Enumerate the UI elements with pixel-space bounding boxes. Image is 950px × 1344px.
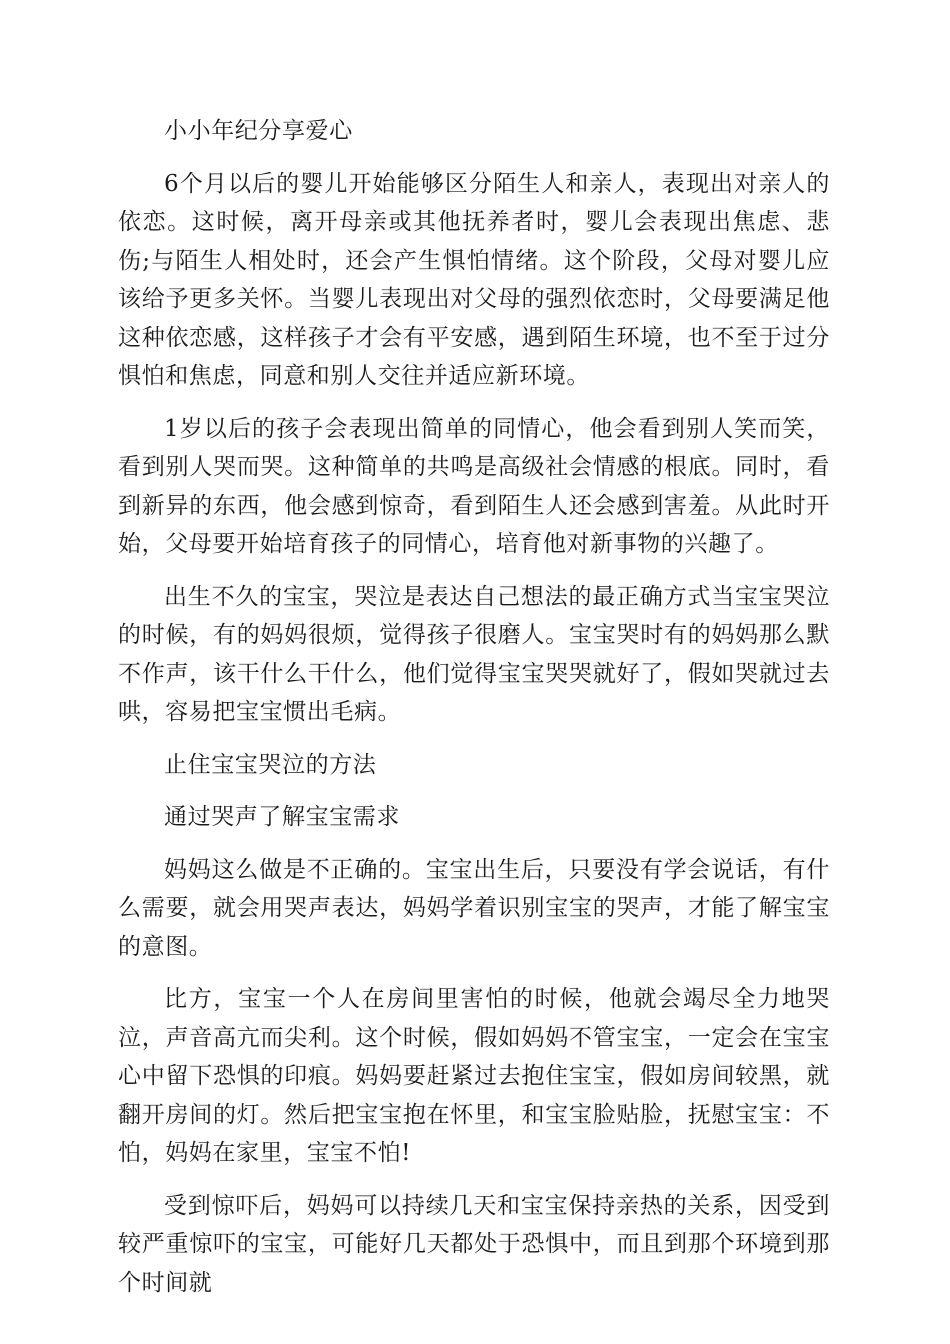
- subheading-understand-needs: 通过哭声了解宝宝需求: [164, 804, 400, 830]
- paragraph-infant-attachment: 6个月以后的婴儿开始能够区分陌生人和亲人，表现出对亲人的依恋。这时候，离开母亲或其他抚养者时，婴儿会表现出焦虑、悲伤;与陌生人相处时，还会产生惧怕情绪。这个阶段，父母对婴儿应该给予更多关怀。当婴儿表现出对父母的强烈依恋时，父母要满足他这种依恋感，这样孩子才会有平安感，遇到陌生环境，也不至于过分惧怕和焦虑，同意和别人交往并适应新环境。: [118, 170, 830, 389]
- document-title: 小小年纪分享爱心: [164, 118, 353, 144]
- paragraph-one-year-empathy: 1岁以后的孩子会表现出简单的同情心，他会看到别人笑而笑，看到别人哭而哭。这种简单的共鸣是高级社会情感的根底。同时，看到新异的东西，他会感到惊奇，看到陌生人还会感到害羞。从此时开始，父母要开始培育孩子的同情心，培育他对新事物的兴趣了。: [118, 415, 830, 557]
- paragraph-fear-example: 比方，宝宝一个人在房间里害怕的时候，他就会竭尽全力地哭泣，声音高亢而尖利。这个时候，假如妈妈不管宝宝，一定会在宝宝心中留下恐惧的印痕。妈妈要赶紧过去抱住宝宝，假如房间较黑，就翻开房间的灯。然后把宝宝抱在怀里，和宝宝脸贴脸，抚慰宝宝：不怕，妈妈在家里，宝宝不怕!: [118, 986, 830, 1166]
- paragraph-after-fright: 受到惊吓后，妈妈可以持续几天和宝宝保持亲热的关系，因受到较严重惊吓的宝宝，可能好几天都处于恐惧中，而且到那个环境到那个时间就: [118, 1192, 830, 1296]
- paragraph-baby-crying: 出生不久的宝宝，哭泣是表达自己想法的最正确方式当宝宝哭泣的时候，有的妈妈很烦，觉得孩子很磨人。宝宝哭时有的妈妈那么默不作声，该干什么干什么，他们觉得宝宝哭哭就好了，假如哭就过去哄，容易把宝宝惯出毛病。: [118, 583, 830, 725]
- subheading-stop-crying: 止住宝宝哭泣的方法: [164, 751, 377, 778]
- document-body: [118, 112, 830, 1316]
- paragraph-identify-cries: 妈妈这么做是不正确的。宝宝出生后，只要没有学会说话，有什么需要，就会用哭声表达，妈妈学着识别宝宝的哭声，才能了解宝宝的意图。: [118, 856, 830, 960]
